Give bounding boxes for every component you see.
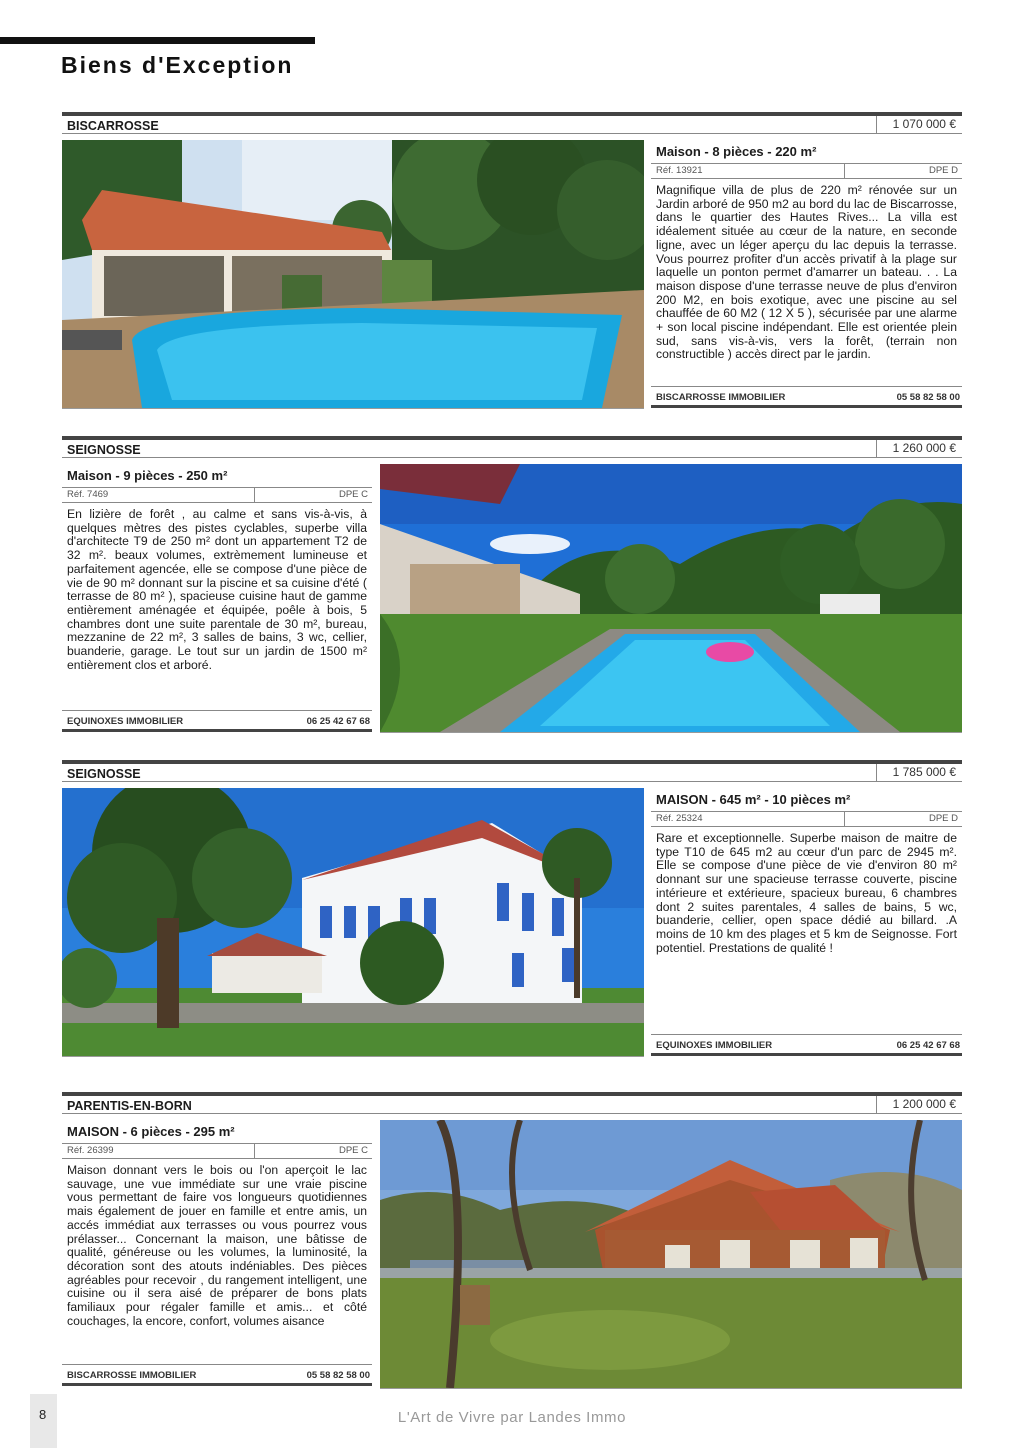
agency-phone[interactable]: 06 25 42 67 68	[896, 1040, 960, 1051]
reference-divider	[254, 488, 255, 502]
reference-divider	[844, 164, 845, 178]
reference-divider	[844, 812, 845, 826]
property-title-text: Maison - 9 pièces - 250 m²	[67, 468, 228, 483]
listing-photo[interactable]	[62, 788, 644, 1057]
property-description: En lizière de forêt , au calme et sans vis-à-vis, à quelques mètres des pistes cyclables, superbe villa d'architecte T9 de 250 m² dont un appartement T2 de 32 m². beaux volumes, extrèmement lumineuse et parfaitement agencée, elle se compose d'une pièce de vie de 90 m² donnant sur la piscine et sa cuisine d'été ( terrasse de 80 m² ), spacieuse cuisine haut de gamme entièrement aménagée et équipée, poêle à bois, 5 chambres dont une suite parentale de 30 m², bureau, mezzanine de 22 m², 3 salles de bains, 3 wc, cellier, buanderie, garage. Le tout sur un jardin de 1500 m² entièrement clos et arboré.	[67, 507, 367, 672]
reference-row	[651, 164, 962, 179]
section-title: Biens d'Exception	[61, 52, 294, 78]
property-title	[62, 1120, 372, 1144]
agency-name: EQUINOXES IMMOBILIER	[656, 1040, 773, 1051]
listing-header	[62, 1092, 962, 1114]
dpe-rating: DPE D	[928, 165, 958, 176]
property-title	[651, 140, 962, 164]
listing-details	[651, 788, 962, 1056]
property-description: Maison donnant vers le bois ou l'on aperçoit le lac sauvage, une vue immédiate sur une vraie piscine vous permettant de faire vos longueurs quotidiennes mais également de jouer en famille et entre amis, un accés immédiat aux terrasses ou vous pourrez vous prélasser... Concernant la maison, une bâtisse de qualité, généreuse ou les volumes, la luminosité, la décoration sont des atouts indéniables. Des pièces agréables pour recevoir , du rangement intelligent, une cuisine ou il sera aisé de préparer de bons plats familiaux pour régaler famille et amis... et côté couchages, la encore, confort, volumes aisance	[67, 1163, 367, 1328]
property-title	[62, 464, 372, 488]
reference-number: Réf. 25324	[656, 813, 703, 824]
property-description: Magnifique villa de plus de 220 m² rénovée sur un Jardin arboré de 950 m2 au bord du lac de Biscarrosse, dans le quartier des Hautes Rives... La villa est idéalement située au cœur de la nature, en seconde ligne, avec un léger aperçu du lac depuis la terrasse. Vous pourrez profiter d'un accès privatif à la plage sur laquelle un ponton permet d'amarrer un bateau. . . La maison dispose d'une terrasse neuve de plus d'environ 200 M2, en bois exotique, avec une piscine au sel chauffée de 60 M2 ( 12 X 5 ), sécurisée par une alarme + son local piscine indépendant. Elle est orientée plein sud, sans vis-à-vis, vers la forêt, (terrain non constructible ) accès direct par le jardin.	[656, 183, 957, 362]
listing-header	[62, 112, 962, 134]
listing-card	[62, 112, 962, 408]
agency-phone[interactable]: 06 25 42 67 68	[306, 716, 370, 727]
agency-row	[651, 1034, 962, 1056]
agency-row	[62, 1364, 372, 1386]
listing-price: 1 070 000 €	[876, 116, 962, 133]
reference-number: Réf. 13921	[656, 165, 703, 176]
agency-name: EQUINOXES IMMOBILIER	[67, 716, 184, 727]
listing-photo[interactable]	[380, 1120, 962, 1389]
listing-price: 1 260 000 €	[876, 440, 962, 457]
agency-phone[interactable]: 05 58 82 58 00	[896, 392, 960, 403]
page-number: 8	[39, 1407, 47, 1422]
listing-details	[651, 140, 962, 408]
header-bar	[0, 37, 315, 44]
listing-city: SEIGNOSSE	[67, 443, 141, 457]
listing-city: SEIGNOSSE	[67, 767, 141, 781]
agency-row	[651, 386, 962, 408]
dpe-rating: DPE D	[928, 813, 958, 824]
listing-card	[62, 1092, 962, 1388]
property-title	[651, 788, 962, 812]
listing-city: PARENTIS-EN-BORN	[67, 1099, 192, 1113]
agency-phone[interactable]: 05 58 82 58 00	[306, 1370, 370, 1381]
listing-photo[interactable]	[62, 140, 644, 409]
listing-photo[interactable]	[380, 464, 962, 733]
agency-row	[62, 710, 372, 732]
reference-divider	[254, 1144, 255, 1158]
listing-city: BISCARROSSE	[67, 119, 159, 133]
agency-name: BISCARROSSE IMMOBILIER	[656, 392, 786, 403]
footer-tagline: L'Art de Vivre par Landes Immo	[397, 1409, 627, 1426]
reference-row	[62, 488, 372, 503]
reference-row	[62, 1144, 372, 1159]
agency-name: BISCARROSSE IMMOBILIER	[67, 1370, 197, 1381]
property-title-text: MAISON - 645 m² - 10 pièces m²	[656, 792, 851, 807]
listing-header	[62, 436, 962, 458]
reference-number: Réf. 26399	[67, 1145, 114, 1156]
reference-row	[651, 812, 962, 827]
listing-header	[62, 760, 962, 782]
listing-card	[62, 760, 962, 1056]
listing-card	[62, 436, 962, 732]
listing-details	[62, 464, 372, 732]
reference-number: Réf. 7469	[67, 489, 109, 500]
listing-price: 1 200 000 €	[876, 1096, 962, 1113]
property-title-text: Maison - 8 pièces - 220 m²	[656, 144, 817, 159]
dpe-rating: DPE C	[338, 489, 368, 500]
dpe-rating: DPE C	[338, 1145, 368, 1156]
property-description: Rare et exceptionnelle. Superbe maison de maitre de type T10 de 645 m2 au cœur d'un parc de 2945 m². Elle se compose d'une pièce de vie d'environ 80 m² donnant sur une spacieuse terrasse couverte, piscine intérieure et extérieure, spacieux bureau, 6 chambres dont 2 suites parentales, 4 salles de bains, 5 wc, buanderie, cellier, open space dédié au billard. .A moins de 10 km des plages et 5 km de Seignosse. Fort potentiel. Prestations de qualité !	[656, 831, 957, 955]
listing-details	[62, 1120, 372, 1388]
listing-price: 1 785 000 €	[876, 764, 962, 781]
property-title-text: MAISON - 6 pièces - 295 m²	[67, 1124, 235, 1139]
